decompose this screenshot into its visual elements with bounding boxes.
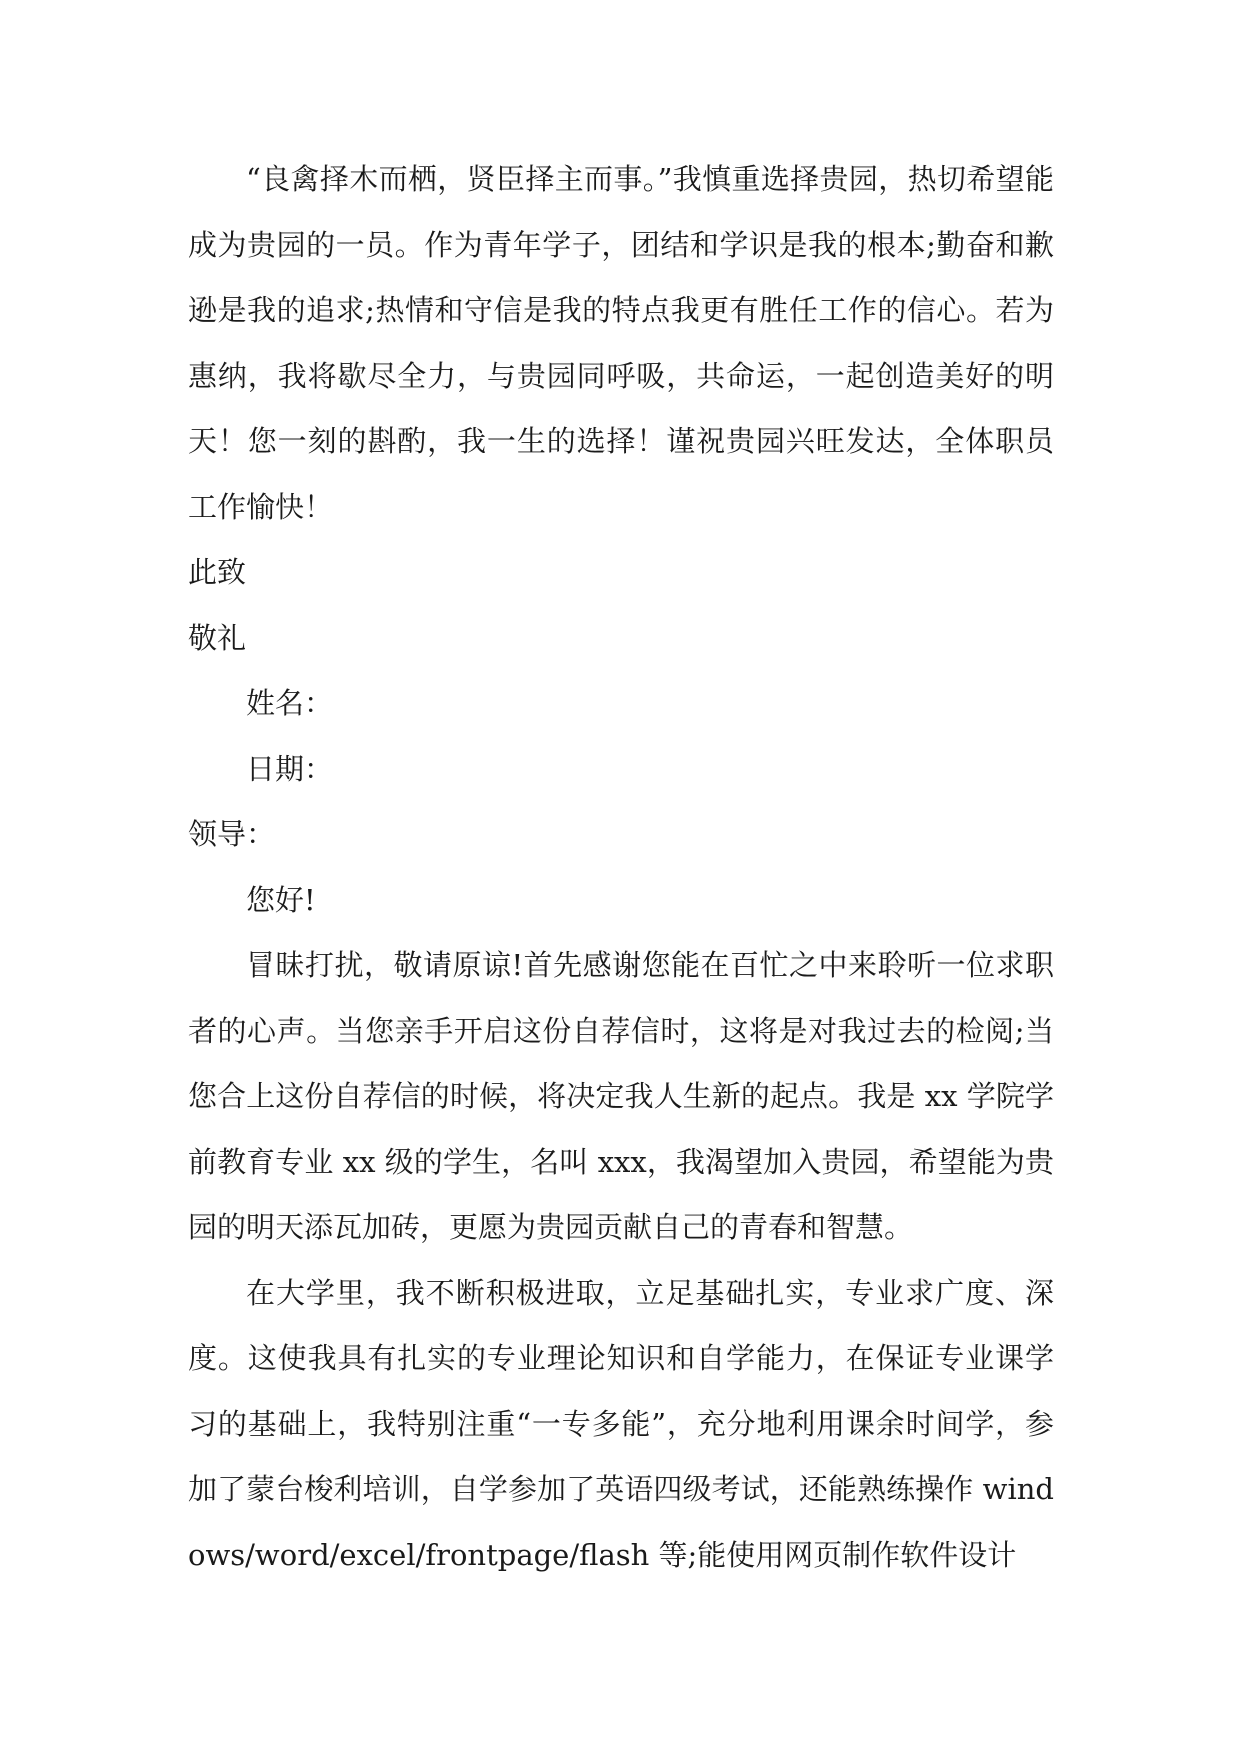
- addressee: 领导：: [188, 817, 276, 851]
- letter-body: [188, 147, 1054, 1588]
- body-paragraph-2: 在大学里，我不断积极进取，立足基础扎实，专业求广度、深度。这使我具有扎实的专业理论知识和自学能力，在保证专业课学习的基础上，我特别注重“一专多能”，充分地利用课余时间学，参加了蒙台梭利培训，自学参加了英语四级考试，还能熟练操作 windows/word/excel/frontpage/flash 等;能使用网页制作软件设计: [188, 1275, 1054, 1572]
- greeting: 您好!: [246, 882, 316, 917]
- salutation-jing-li: 敬礼: [188, 620, 247, 655]
- date-label: 日期：: [246, 751, 334, 786]
- body-paragraph-1: 冒昧打扰，敬请原谅!首先感谢您能在百忙之中来聆听一位求职者的心声。当您亲手开启这份自荐信时，这将是对我过去的检阅;当您合上这份自荐信的时候，将决定我人生新的起点。我是 xx 学院学前教育专业 xx 级的学生，名叫 xxx，我渴望加入贵园，希望能为贵园的明天添瓦加砖，更愿为贵园贡献自己的青春和智慧。: [188, 948, 1054, 1244]
- salutation-ci-zhi: 此致: [188, 555, 247, 589]
- name-label: 姓名：: [246, 686, 334, 720]
- closing-paragraph: “良禽择木而栖，贤臣择主而事。”我慎重选择贵园，热切希望能成为贵园的一员。作为青年学子，团结和学识是我的根本;勤奋和歉逊是我的追求;热情和守信是我的特点我更有胜任工作的信心。若为惠纳，我将歇尽全力，与贵园同呼吸，共命运，一起创造美好的明天！您一刻的斟酌，我一生的选择！谨祝贵园兴旺发达，全体职员工作愉快！: [188, 162, 1054, 524]
